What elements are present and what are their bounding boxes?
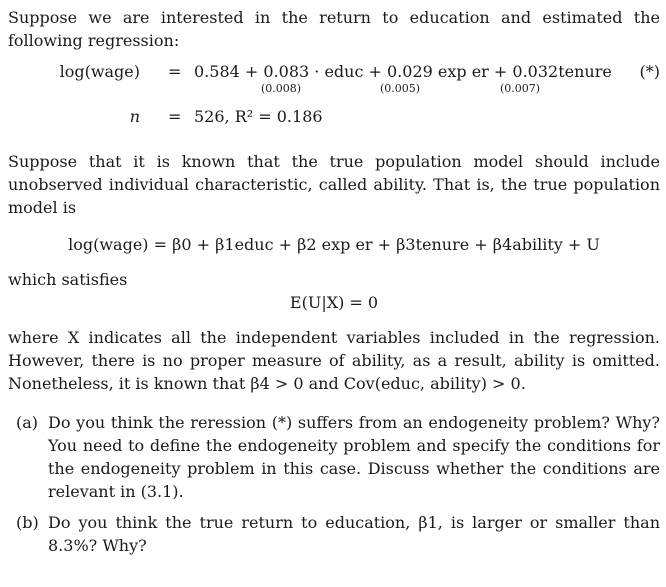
sample-size-label: n	[129, 107, 140, 126]
intro-paragraph: Suppose we are interested in the return to education and estimated the following regression:	[8, 8, 660, 50]
population-model: log(wage) = β0 + β1educ + β2 exp er + β3tenure + β4ability + U	[68, 235, 600, 254]
se-exper: (0.005)	[380, 82, 421, 95]
omitted-variable-paragraph: where X indicates all the independent variables included in the regression. However, there is no proper measure of ability, as a result, ability is omitted. Nonetheless, it is known that β4 > 0 and Cov(educ, ability) > 0.	[8, 328, 660, 393]
se-educ: (0.008)	[261, 82, 302, 95]
regression-rhs: 0.584 + 0.083 · educ + 0.029 exp er + 0.032tenure	[194, 62, 612, 81]
sample-size-value: 526, R² = 0.186	[194, 107, 323, 126]
question-b-text: Do you think the true return to education, β1, is larger or smaller than 8.3%? Why?	[48, 513, 660, 555]
regression-tag: (*)	[639, 62, 660, 81]
sample-size-equals: =	[168, 107, 182, 126]
document-page	[8, 6, 660, 565]
question-list	[8, 411, 660, 557]
question-a-label: (a)	[16, 413, 39, 432]
which-satisfies-text: which satisfies	[8, 270, 128, 289]
regression-lhs: log(wage)	[59, 62, 140, 81]
question-a-text: Do you think the reression (*) suffers from an endogeneity problem? Why? You need to define the endogeneity problem and specify the conditions for the endogeneity problem in this case. Discuss whether the conditions are relevant in (3.1).	[48, 413, 660, 501]
model-paragraph: Suppose that it is known that the true population model should include unobserved individual characteristic, called ability. That is, the true population model is	[8, 152, 660, 217]
se-tenure: (0.007)	[500, 82, 541, 95]
question-a	[8, 411, 660, 503]
zero-conditional-mean: E(U|X) = 0	[289, 293, 379, 312]
question-b-label: (b)	[16, 513, 39, 532]
regression-equation	[8, 62, 660, 142]
question-b	[8, 511, 660, 557]
regression-equals: =	[168, 62, 182, 81]
